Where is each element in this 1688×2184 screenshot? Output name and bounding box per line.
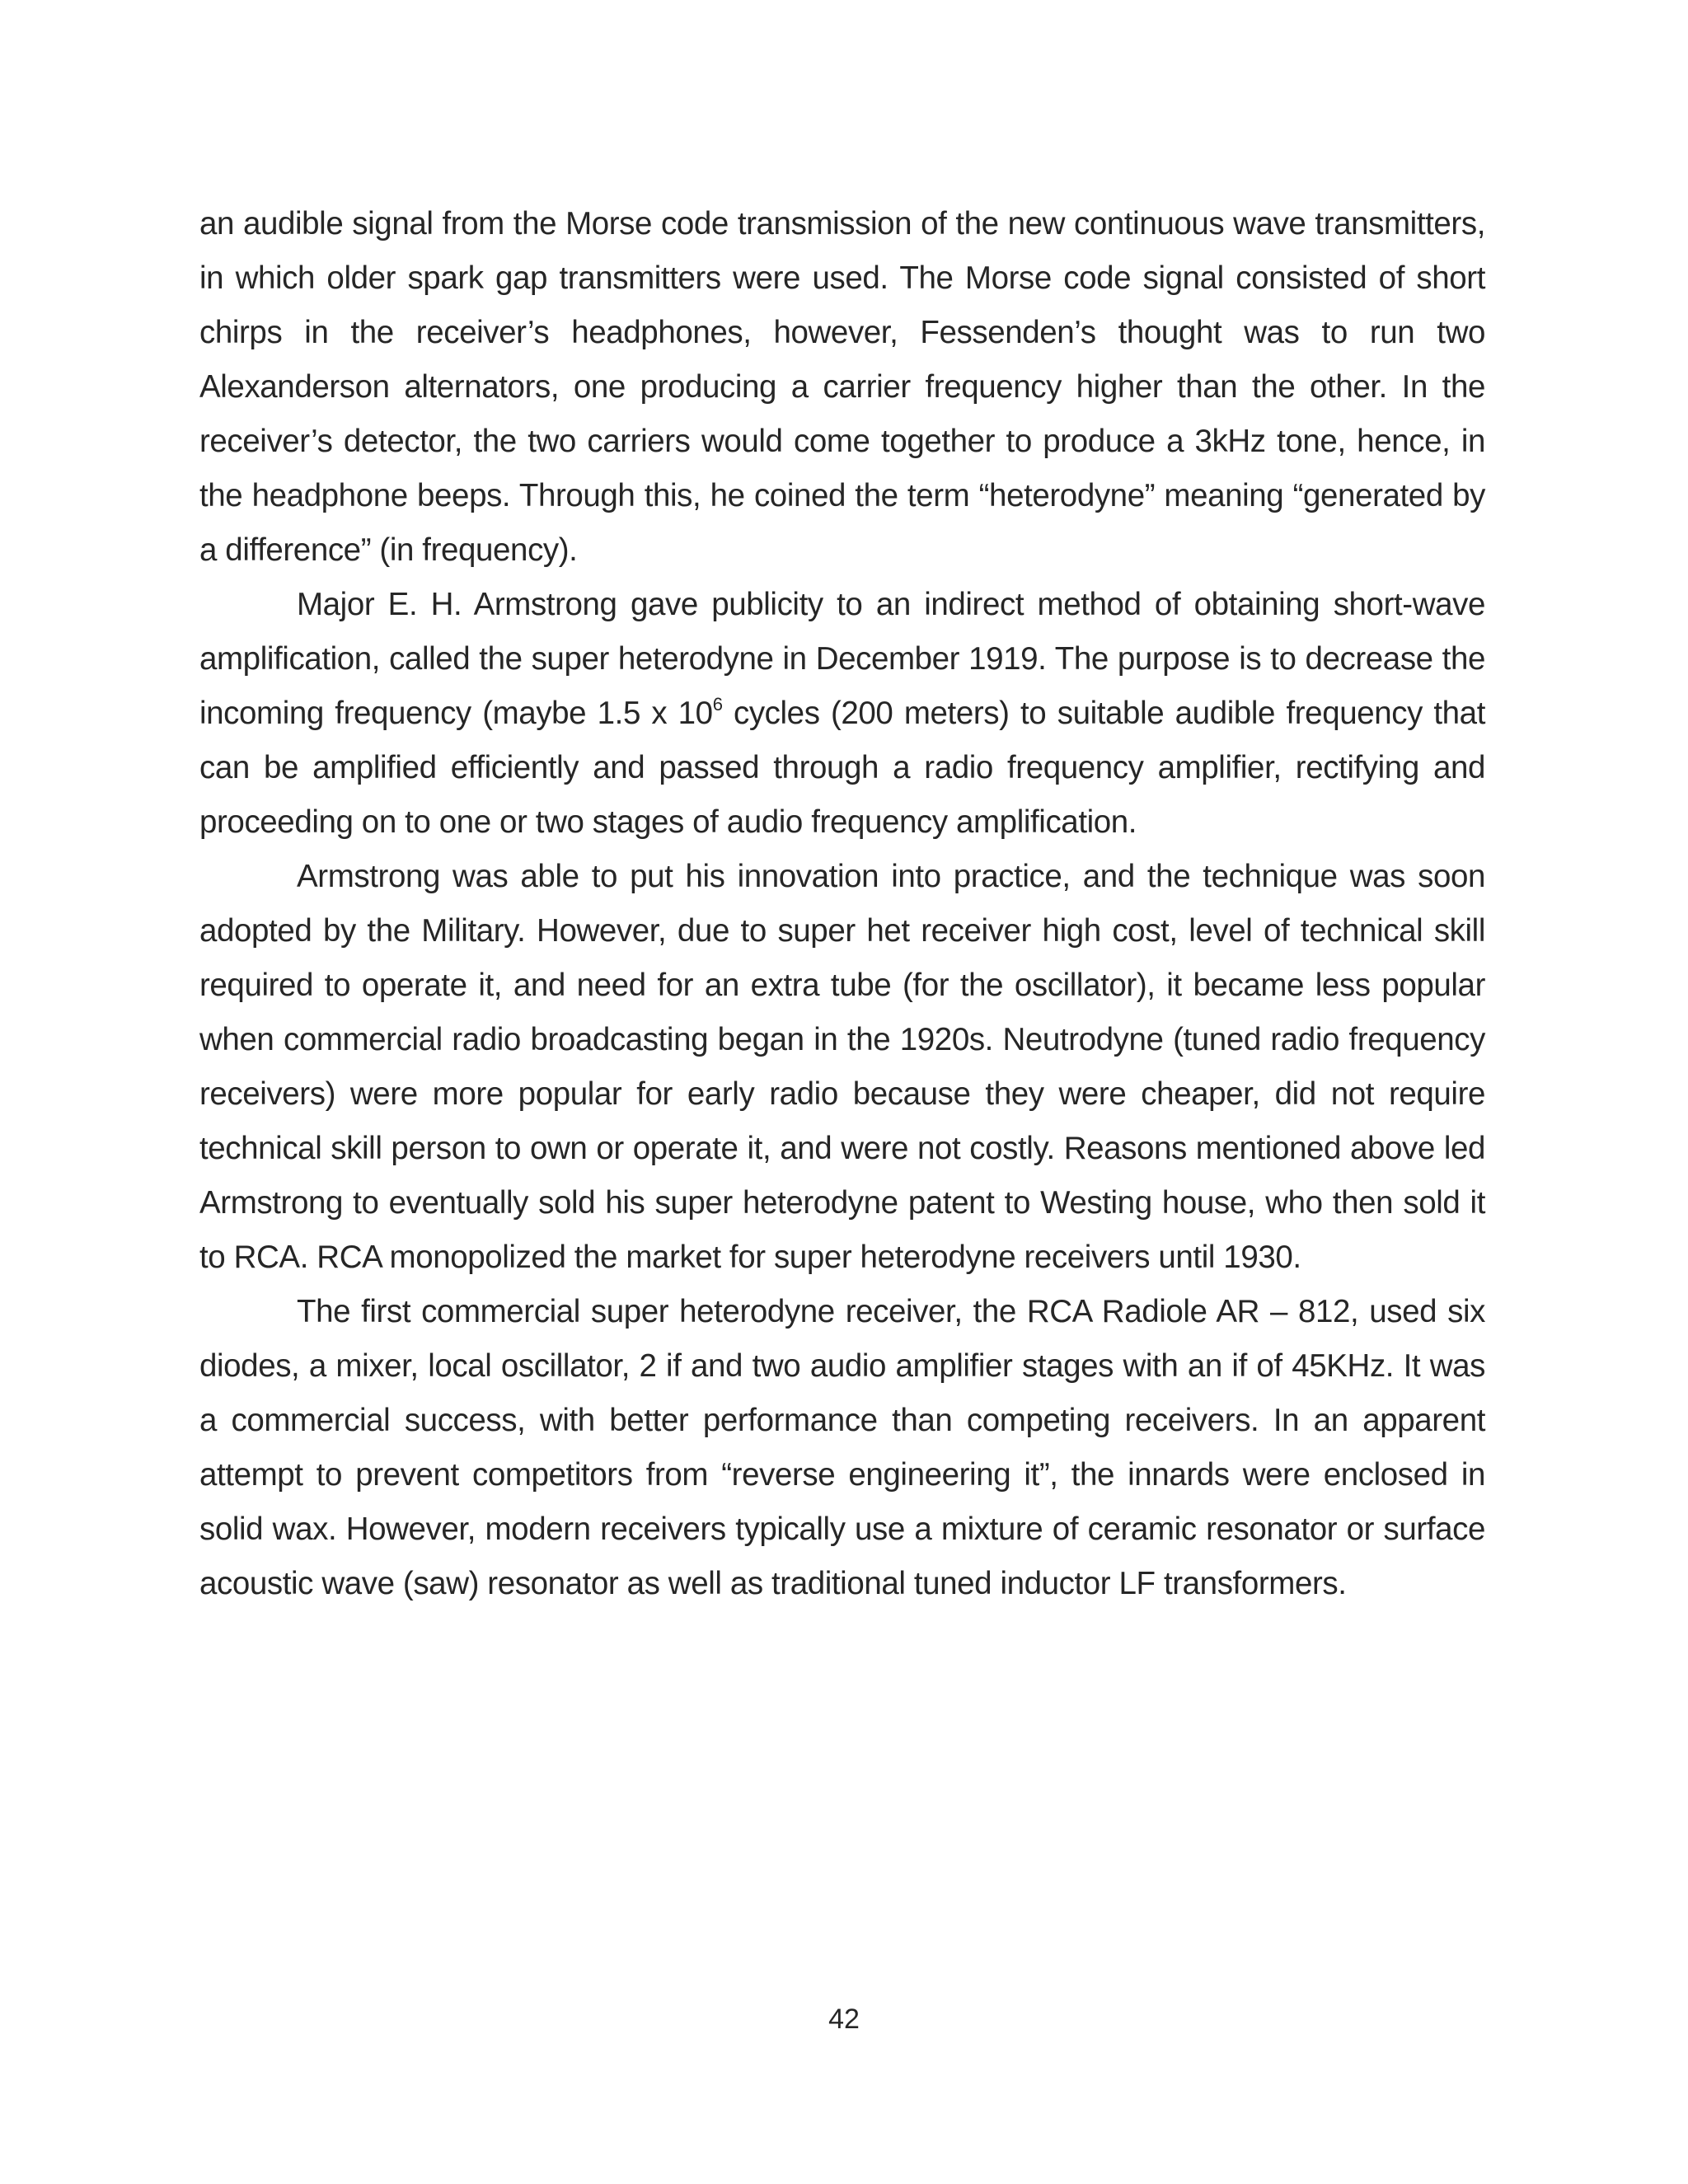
- paragraph-heterodyne-origin: an audible signal from the Morse code transmission of the new continuous wave transmitters, in which older spark gap transmitters were used. The Morse code signal consisted of short chirps in the receiver’s headphones, however, Fessenden’s thought was to run two Alexanderson alternators, one producing a carrier frequency higher than the other. In the receiver’s detector, the two carriers would come together to produce a 3kHz tone, hence, in the headphone beeps. Through this, he coined the term “heterodyne” meaning “generated by a difference” (in frequency).: [199, 206, 1485, 568]
- paragraph-text-end: cycles (200 meters) to suitable audible frequency that can be amplified efficiently and passed through a radio frequency amplifier, rectifying and proceeding on to one or two stages of audio frequency amplification.: [199, 696, 1485, 840]
- paragraph-text-start: Major E. H. Armstrong gave publicity to an indirect method of obtaining short-wave amplification, called the super heterodyne in December 1919. The purpose is to decrease the incoming frequency (maybe 1.5 x 10: [199, 587, 1485, 731]
- exponent-superscript: 6: [712, 694, 723, 715]
- page-number: 42: [828, 2004, 860, 2035]
- paragraph-rca-radiole: The first commercial super heterodyne receiver, the RCA Radiole AR – 812, used six diodes, a mixer, local oscillator, 2 if and two audio amplifier stages with an if of 45KHz. It was a commercial success, with better performance than competing receivers. In an apparent attempt to prevent competitors from “reverse engineering it”, the innards were enclosed in solid wax. However, modern receivers typically use a mixture of ceramic resonator or surface acoustic wave (saw) resonator as well as traditional tuned inductor LF transformers.: [199, 1294, 1485, 1601]
- paragraph-military-adoption: Armstrong was able to put his innovation into practice, and the technique was soon adopted by the Military. However, due to super het receiver high cost, level of technical skill required to operate it, and need for an extra tube (for the oscillator), it became less popular when commercial radio broadcasting began in the 1920s. Neutrodyne (tuned radio frequency receivers) were more popular for early radio because they were cheaper, did not require technical skill person to own or operate it, and were not costly. Reasons mentioned above led Armstrong to eventually sold his super heterodyne patent to Westing house, who then sold it to RCA. RCA monopolized the market for super heterodyne receivers until 1930.: [199, 859, 1485, 1275]
- paragraph-armstrong-superheterodyne: [199, 578, 1485, 850]
- body-text: [199, 197, 1485, 1611]
